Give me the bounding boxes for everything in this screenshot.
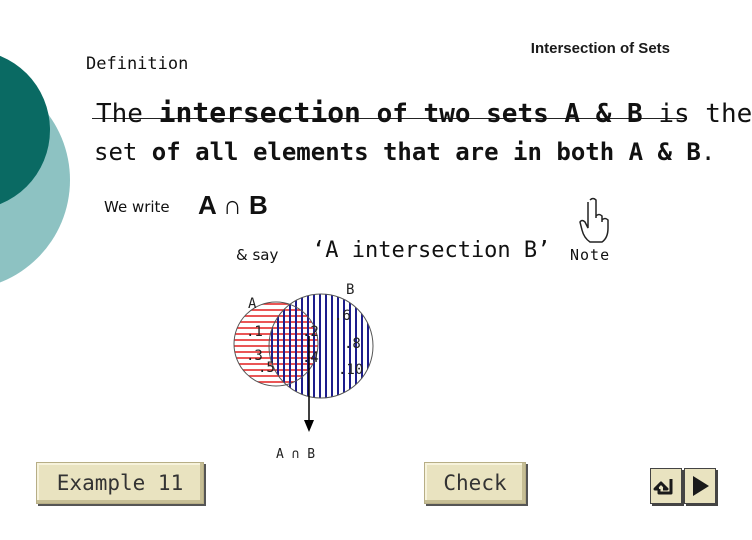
say-label: & say bbox=[236, 246, 279, 264]
venn-element-both-2: .4 bbox=[302, 350, 319, 366]
example-11-button[interactable]: Example 11 bbox=[36, 462, 204, 504]
venn-diagram bbox=[226, 276, 396, 466]
venn-element-a-2: .3 bbox=[246, 348, 263, 364]
definition-period: . bbox=[700, 138, 716, 166]
venn-label-a: A bbox=[248, 296, 257, 312]
play-next-icon bbox=[685, 469, 715, 503]
section-label: Definition bbox=[86, 54, 189, 74]
next-slide-button[interactable] bbox=[684, 468, 716, 504]
set-a-hatching bbox=[226, 296, 326, 396]
return-arrow-icon bbox=[651, 469, 681, 503]
slide-title: Intersection of Sets bbox=[530, 40, 670, 57]
definition-line-1 bbox=[96, 96, 752, 129]
definition-term-intersection: intersection bbox=[158, 96, 361, 129]
venn-element-a-1: .1 bbox=[246, 324, 263, 340]
return-button[interactable] bbox=[650, 468, 682, 504]
definition-line-2 bbox=[94, 138, 715, 166]
check-button[interactable]: Check bbox=[424, 462, 526, 504]
definition-is-the: is the bbox=[642, 99, 752, 129]
pointing-hand-icon[interactable] bbox=[578, 196, 612, 246]
venn-element-b-3: .10 bbox=[338, 362, 364, 378]
venn-element-a-3: .5 bbox=[258, 360, 275, 376]
result-arrow-head bbox=[304, 420, 314, 432]
venn-element-both-1: .2 bbox=[302, 324, 319, 340]
venn-element-b-2: .8 bbox=[344, 336, 361, 352]
definition-word-the: The bbox=[96, 99, 159, 129]
venn-label-b: B bbox=[346, 282, 355, 298]
venn-result-label: A ∩ B bbox=[276, 447, 316, 462]
venn-element-b-1: .6 bbox=[334, 308, 351, 324]
intersection-notation: A ∩ B bbox=[198, 190, 268, 220]
definition-of-two-sets: of two sets A & B bbox=[360, 99, 643, 129]
definition-word-set: set bbox=[94, 138, 152, 166]
definition-all-elements: of all elements that are in both A & B bbox=[151, 138, 701, 166]
say-phrase: ‘A intersection B’ bbox=[312, 238, 551, 263]
we-write-label: We write bbox=[104, 198, 170, 216]
note-label[interactable]: Note bbox=[570, 246, 611, 264]
